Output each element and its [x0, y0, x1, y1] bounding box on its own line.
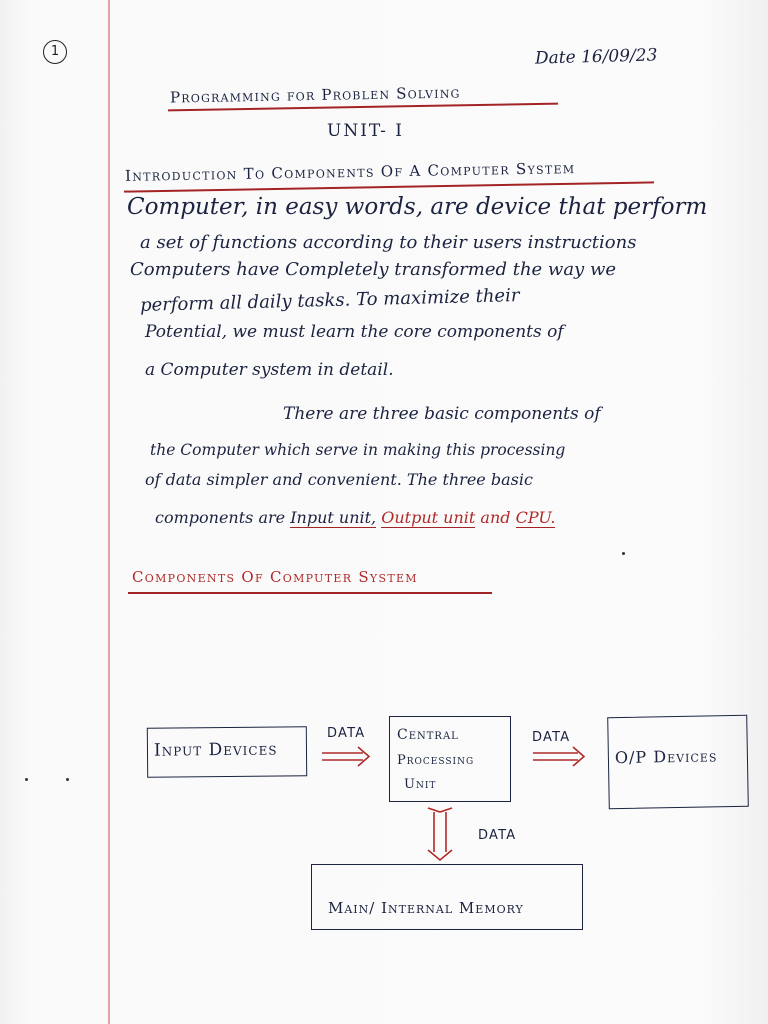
input-devices-label: Input Devices: [153, 739, 278, 761]
components-heading-underline: [128, 592, 492, 594]
arrow-cpu-to-output: [533, 747, 584, 766]
intro-line-1: Computer, in easy words, are device that perform: [127, 194, 708, 220]
intro-heading: Introduction To Components Of A Computer System: [124, 159, 576, 185]
stray-mark-1: [25, 778, 28, 781]
output-devices-box: [607, 715, 749, 809]
components-heading: Components Of Computer System: [132, 568, 418, 586]
intro-line-5: Potential, we must learn the core components of: [145, 322, 564, 342]
arrow-cpu-memory: [428, 808, 452, 860]
input-unit-term: Input unit,: [290, 508, 377, 527]
date: Date 16/09/23: [534, 45, 658, 69]
basic-line-2: the Computer which serve in making this processing: [150, 441, 566, 459]
basic-line-4-prefix: components are: [155, 508, 286, 527]
basic-line-3: of data simpler and convenient. The three basic: [145, 470, 533, 489]
cpu-box: [389, 716, 511, 802]
input-devices-box: [147, 726, 307, 777]
main-memory-box: [311, 864, 583, 930]
basic-line-4: [155, 508, 555, 527]
intro-line-3: Computers have Completely transformed the way we: [130, 259, 617, 280]
cpu-term: CPU.: [515, 508, 556, 527]
arrow-input-to-cpu: [322, 747, 369, 766]
cpu-label-line-1: Central: [397, 727, 459, 743]
intro-line-2: a set of functions according to their users instructions: [140, 232, 637, 253]
output-devices-label: O/P Devices: [614, 746, 718, 768]
data-label-input: DATA: [327, 726, 366, 741]
and-word: and: [480, 508, 511, 527]
cpu-label-line-3: Unit: [404, 777, 437, 792]
cpu-label-line-2: Processing: [397, 753, 475, 768]
intro-line-6: a Computer system in detail.: [145, 360, 394, 380]
stray-mark-3: [622, 552, 625, 555]
data-label-memory: DATA: [478, 828, 517, 843]
intro-line-4: perform all daily tasks. To maximize their: [139, 285, 520, 316]
page-number: 1: [43, 40, 67, 64]
margin-line: [108, 0, 110, 1024]
basic-line-1: There are three basic components of: [283, 404, 601, 424]
stray-mark-2: [66, 778, 69, 781]
unit-heading: UNIT- I: [327, 121, 404, 141]
output-unit-term: Output unit: [381, 508, 476, 527]
main-memory-label: Main/ Internal Memory: [328, 899, 524, 917]
page-title: Programming for Problen Solving: [169, 83, 461, 107]
data-label-output: DATA: [532, 730, 571, 745]
